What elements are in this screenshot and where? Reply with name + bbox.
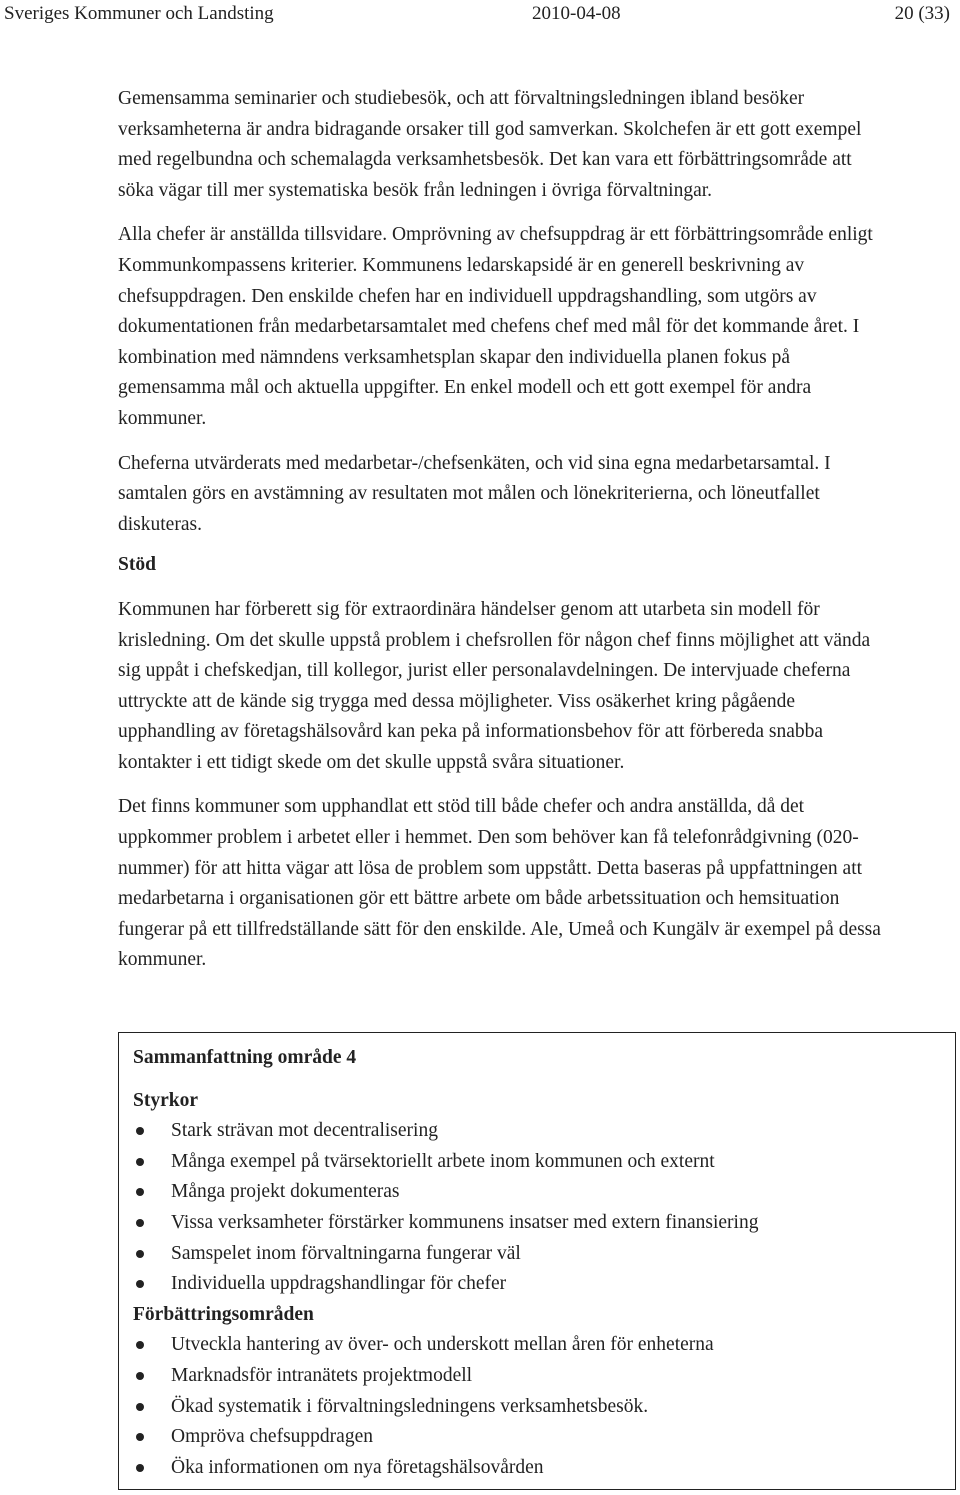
bullet-icon xyxy=(136,1464,144,1472)
paragraph-collaboration: Gemensamma seminarier och studiebesök, och att förvaltningsledningen ibland besöker verksamheterna är andra bidragande orsaker till god samverkan. Skolchefen är ett gott exempel med regelbundna och schemalagda verksamhetsbesök. Det kan vara ett förbättringsområde att söka vägar till mer systematiska besök från ledningen i övriga förvaltningar. xyxy=(118,88,862,201)
list-item: Vissa verksamheter förstärker kommunens insatser med extern finansiering xyxy=(133,1208,941,1239)
bullet-icon xyxy=(136,1219,144,1227)
list-item: Stark strävan mot decentralisering xyxy=(133,1116,941,1147)
header-date: 2010-04-08 xyxy=(532,3,621,24)
strengths-heading: Styrkor xyxy=(133,1089,198,1111)
paragraph-managers: Alla chefer är anställda tillsvidare. Omprövning av chefsuppdrag är ett förbättringsområde enligt Kommunkompassens kriterier. Kommunens ledarskapsidé är en generell beskrivning av chefsuppdragen. Den enskilde chefen har en individuell uppdragshandling, som utgörs av dokumentationen från medarbetarsamtalet med chefens chef med mål för det kommande året. I kombination med nämndens verksamhetsplan skapar den individuella planen fokus på gemensamma mål och aktuella uppgifter. En enkel modell och ett gott exempel för andra kommuner. xyxy=(118,224,873,429)
paragraph-crisis-support: Kommunen har förberett sig för extraordinära händelser genom att utarbeta sin modell för krisledning. Om det skulle uppstå problem i chefsrollen för någon chef finns möjlighet att vända sig uppåt i chefskedjan, till kollegor, jurist eller personalavdelningen. De intervjuade cheferna uttryckte att de kände sig trygga med dessa möjligheter. Viss osäkerhet kring pågående upphandling av företagshälsovård kan peka på informationsbehov för att förbereda snabba kontakter i ett tidigt skede om det skulle uppstå svåra situationer. xyxy=(118,598,871,773)
list-item: Utveckla hantering av över- och underskott mellan åren för enheterna xyxy=(133,1330,941,1361)
improvements-heading: Förbättringsområden xyxy=(133,1303,314,1325)
bullet-icon xyxy=(136,1127,144,1135)
bullet-icon xyxy=(136,1158,144,1166)
paragraph-evaluation: Cheferna utvärderats med medarbetar-/chefsenkäten, och vid sina egna medarbetarsamtal. I samtalen görs en avstämning av resultaten mot målen och lönekriterierna, och löneutfallet diskuteras. xyxy=(118,452,831,535)
bullet-icon xyxy=(136,1372,144,1380)
improvements-list xyxy=(133,1330,941,1483)
bullet-icon xyxy=(136,1280,144,1288)
document-body xyxy=(118,84,888,976)
bullet-icon xyxy=(136,1341,144,1349)
summary-box xyxy=(118,1032,956,1490)
list-item: Ompröva chefsuppdragen xyxy=(133,1422,941,1453)
summary-title: Sammanfattning område 4 xyxy=(133,1047,357,1068)
list-item: Många exempel på tvärsektoriellt arbete inom kommunen och externt xyxy=(133,1147,941,1178)
page-header xyxy=(0,0,960,30)
paragraph-external-support: Det finns kommuner som upphandlat ett stöd till både chefer och andra anställda, då det uppkommer problem i arbetet eller i hemmet. Den som behöver kan få telefonrådgivning (020-nummer) för att hitta vägar att lösa de problem som uppstått. Detta baseras på uppfattningen att medarbetarna i organisationen gör ett bättre arbete om både arbetssituation och hemsituation fungerar på ett tillfredställande sätt för den enskilde. Ale, Umeå och Kungälv är exempel på dessa kommuner. xyxy=(118,796,881,971)
list-item: Ökad systematik i förvaltningsledningens verksamhetsbesök. xyxy=(133,1392,941,1423)
bullet-icon xyxy=(136,1250,144,1258)
header-page-number: 20 (33) xyxy=(894,3,950,24)
list-item: Marknadsför intranätets projektmodell xyxy=(133,1361,941,1392)
bullet-icon xyxy=(136,1433,144,1441)
bullet-icon xyxy=(136,1188,144,1196)
strengths-list xyxy=(133,1116,941,1300)
list-item: Öka informationen om nya företagshälsovården xyxy=(133,1453,941,1484)
bullet-icon xyxy=(136,1403,144,1411)
list-item: Många projekt dokumenteras xyxy=(133,1177,941,1208)
header-organization: Sveriges Kommuner och Landsting xyxy=(4,3,274,24)
list-item: Individuella uppdragshandlingar för chefer xyxy=(133,1269,941,1300)
list-item: Samspelet inom förvaltningarna fungerar väl xyxy=(133,1239,941,1270)
section-heading-support: Stöd xyxy=(118,554,156,576)
